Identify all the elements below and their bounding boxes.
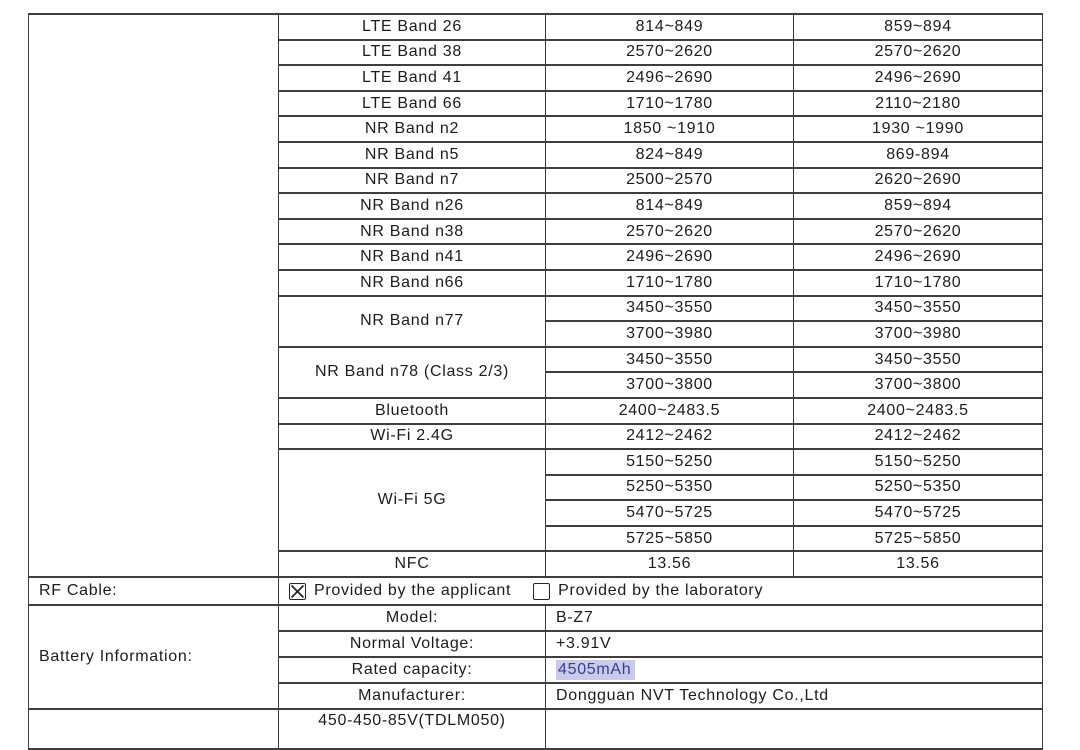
tx-range-cell: 13.56 xyxy=(546,551,794,577)
battery-information-label: Battery Information: xyxy=(29,605,279,709)
tx-range-cell: 814~849 xyxy=(546,14,794,40)
rf-cable-laboratory-label: Provided by the laboratory xyxy=(558,582,764,600)
band-name-cell: NR Band n78 (Class 2/3) xyxy=(279,347,546,398)
rx-range-cell: 3450~3550 xyxy=(794,296,1043,322)
rx-range-cell: 869-894 xyxy=(794,142,1043,168)
clipped-text-cell: 450-450-85V(TDLM050) xyxy=(279,709,546,749)
tx-range-cell: 2496~2690 xyxy=(546,244,794,270)
rf-cable-row xyxy=(29,577,1043,605)
clipped-left-cell xyxy=(29,709,279,749)
band-row xyxy=(29,14,1043,40)
rf-spec-table xyxy=(28,13,1043,750)
band-name-cell: NR Band n7 xyxy=(279,168,546,194)
rx-range-cell: 3450~3550 xyxy=(794,347,1043,373)
checkbox-unchecked-icon xyxy=(533,583,550,600)
band-name-cell: LTE Band 41 xyxy=(279,65,546,91)
rx-range-cell: 859~894 xyxy=(794,14,1043,40)
tx-range-cell: 5470~5725 xyxy=(546,500,794,526)
tx-range-cell: 1850 ~1910 xyxy=(546,116,794,142)
band-name-cell: LTE Band 26 xyxy=(279,14,546,40)
rf-cable-applicant-label: Provided by the applicant xyxy=(314,582,512,600)
battery-field-label: Model: xyxy=(279,605,546,631)
tx-range-cell: 814~849 xyxy=(546,193,794,219)
tx-range-cell: 2570~2620 xyxy=(546,40,794,66)
checkbox-checked-icon xyxy=(289,583,306,600)
rx-range-cell: 1930 ~1990 xyxy=(794,116,1043,142)
battery-field-value xyxy=(546,657,1043,683)
highlighted-capacity-value: 4505mAh xyxy=(556,660,635,680)
rx-range-cell: 2412~2462 xyxy=(794,424,1043,450)
band-name-cell: NR Band n5 xyxy=(279,142,546,168)
rf-cable-options-cell xyxy=(279,577,1043,605)
tx-range-cell: 3450~3550 xyxy=(546,296,794,322)
rx-range-cell: 2570~2620 xyxy=(794,219,1043,245)
tx-range-cell: 3700~3800 xyxy=(546,372,794,398)
band-name-cell: NR Band n26 xyxy=(279,193,546,219)
rx-range-cell: 5470~5725 xyxy=(794,500,1043,526)
tx-range-cell: 2500~2570 xyxy=(546,168,794,194)
battery-field-label: Manufacturer: xyxy=(279,683,546,709)
band-name-cell: NR Band n41 xyxy=(279,244,546,270)
battery-field-value: +3.91V xyxy=(546,631,1043,657)
rx-range-cell: 3700~3980 xyxy=(794,321,1043,347)
tx-range-cell: 5725~5850 xyxy=(546,526,794,552)
clipped-bottom-row xyxy=(29,709,1043,749)
tx-range-cell: 1710~1780 xyxy=(546,91,794,117)
tx-range-cell: 5250~5350 xyxy=(546,475,794,501)
rx-range-cell: 859~894 xyxy=(794,193,1043,219)
tx-range-cell: 2570~2620 xyxy=(546,219,794,245)
band-name-cell: NR Band n77 xyxy=(279,296,546,347)
tx-range-cell: 2412~2462 xyxy=(546,424,794,450)
band-name-cell: NFC xyxy=(279,551,546,577)
band-name-cell: NR Band n66 xyxy=(279,270,546,296)
band-name-cell: Wi-Fi 5G xyxy=(279,449,546,551)
tx-range-cell: 3450~3550 xyxy=(546,347,794,373)
band-name-cell: Wi-Fi 2.4G xyxy=(279,424,546,450)
rx-range-cell: 1710~1780 xyxy=(794,270,1043,296)
rx-range-cell: 2400~2483.5 xyxy=(794,398,1043,424)
band-name-cell: NR Band n38 xyxy=(279,219,546,245)
rx-range-cell: 2620~2690 xyxy=(794,168,1043,194)
rx-range-cell: 5725~5850 xyxy=(794,526,1043,552)
upper-left-empty-cell xyxy=(29,14,279,577)
battery-field-value: Dongguan NVT Technology Co.,Ltd xyxy=(546,683,1043,709)
rx-range-cell: 2496~2690 xyxy=(794,244,1043,270)
rx-range-cell: 2570~2620 xyxy=(794,40,1043,66)
band-name-cell: LTE Band 38 xyxy=(279,40,546,66)
rx-range-cell: 2496~2690 xyxy=(794,65,1043,91)
battery-field-value: B-Z7 xyxy=(546,605,1043,631)
band-name-cell: NR Band n2 xyxy=(279,116,546,142)
tx-range-cell: 2400~2483.5 xyxy=(546,398,794,424)
rx-range-cell: 13.56 xyxy=(794,551,1043,577)
rf-cable-label: RF Cable: xyxy=(29,577,279,605)
band-name-cell: Bluetooth xyxy=(279,398,546,424)
battery-model-row xyxy=(29,605,1043,631)
battery-field-label: Rated capacity: xyxy=(279,657,546,683)
rx-range-cell: 2110~2180 xyxy=(794,91,1043,117)
rx-range-cell: 5250~5350 xyxy=(794,475,1043,501)
rx-range-cell: 5150~5250 xyxy=(794,449,1043,475)
clipped-value-cell xyxy=(546,709,1043,749)
tx-range-cell: 1710~1780 xyxy=(546,270,794,296)
rx-range-cell: 3700~3800 xyxy=(794,372,1043,398)
band-name-cell: LTE Band 66 xyxy=(279,91,546,117)
battery-field-label: Normal Voltage: xyxy=(279,631,546,657)
tx-range-cell: 5150~5250 xyxy=(546,449,794,475)
tx-range-cell: 2496~2690 xyxy=(546,65,794,91)
tx-range-cell: 3700~3980 xyxy=(546,321,794,347)
tx-range-cell: 824~849 xyxy=(546,142,794,168)
